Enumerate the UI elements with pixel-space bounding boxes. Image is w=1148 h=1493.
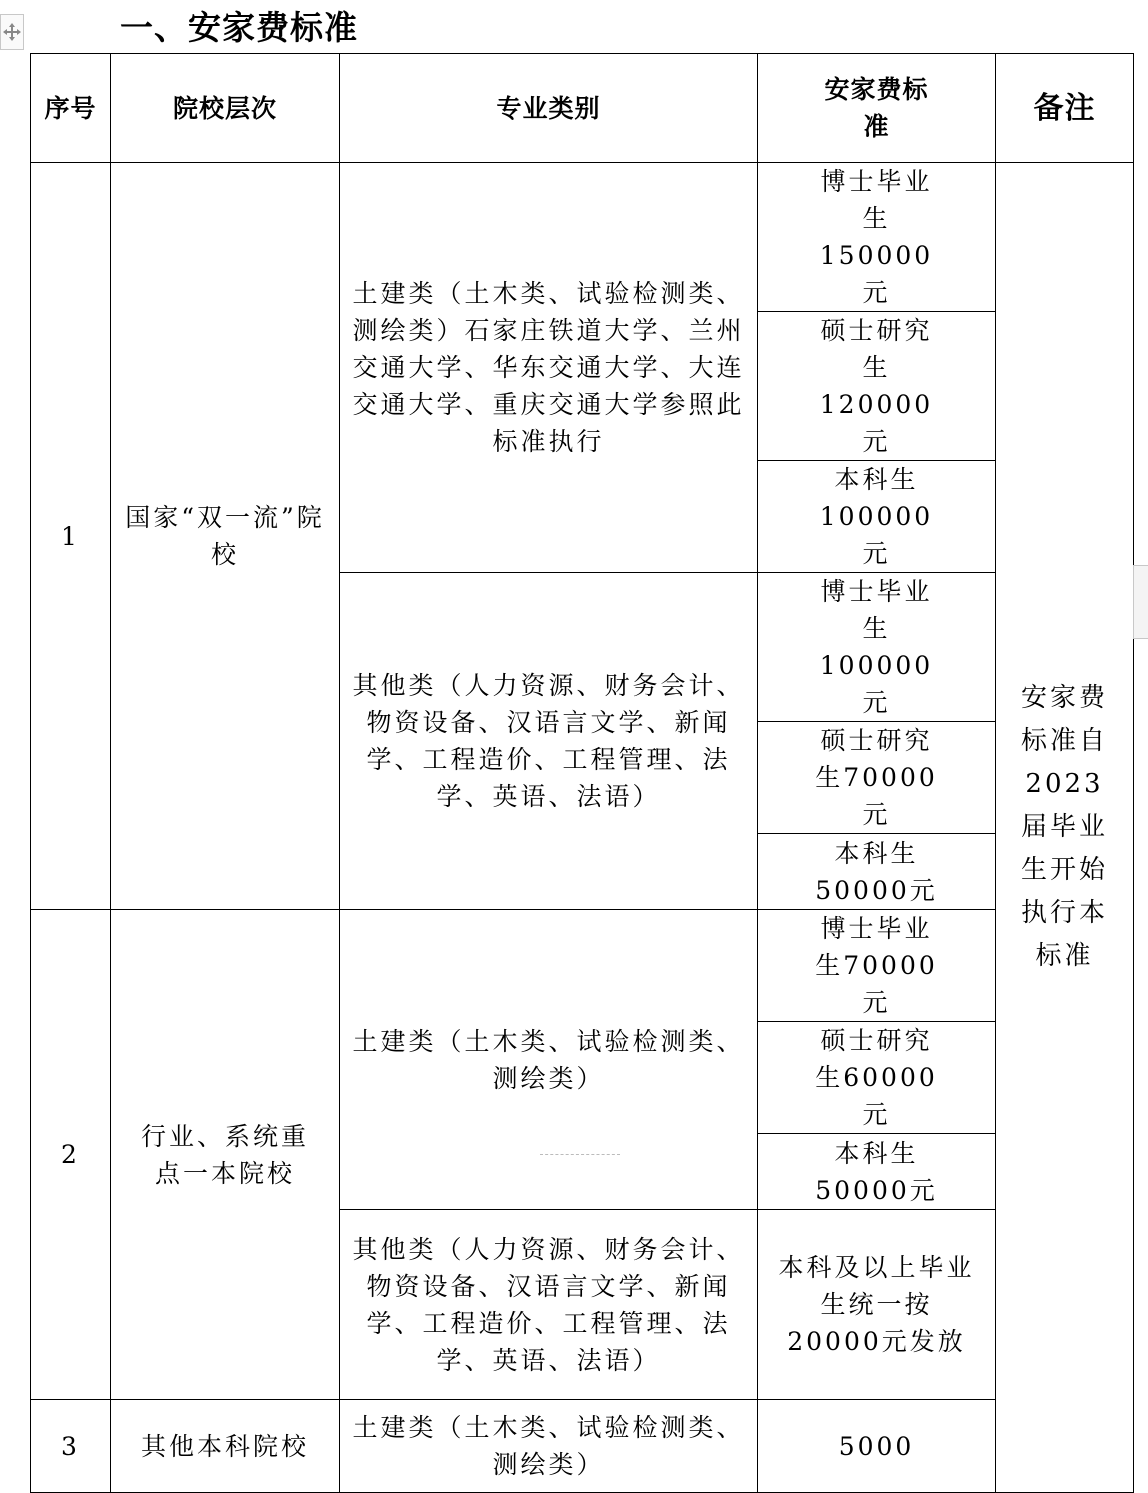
- row1-other-master: 硕士研究生70000元: [758, 722, 996, 834]
- row1-civil-major: 土建类（土木类、试验检测类、测绘类）石家庄铁道大学、兰州交通大学、华东交通大学、大连交通大学、重庆交通大学参照此标准执行: [340, 163, 758, 573]
- row1-other-phd: 博士毕业生100000元: [758, 573, 996, 722]
- header-row: [31, 54, 1134, 163]
- header-seq: 序号: [31, 54, 111, 163]
- row3-civil-major: 土建类（土木类、试验检测类、测绘类）: [340, 1400, 758, 1493]
- row1-other-bachelor: 本科生50000元: [758, 834, 996, 910]
- row2-civil-major: 土建类（土木类、试验检测类、测绘类）: [340, 910, 758, 1210]
- row1-seq: 1: [31, 163, 111, 910]
- row1-level: 国家“双一流”院校: [111, 163, 340, 910]
- row2-seq: 2: [31, 910, 111, 1400]
- row2-civil-master: 硕士研究生60000元: [758, 1022, 996, 1134]
- row3-level: 其他本科院校: [111, 1400, 340, 1493]
- table-row: [31, 910, 1134, 1022]
- row2-other-major: 其他类（人力资源、财务会计、物资设备、汉语言文学、新闻学、工程造价、工程管理、法学、英语、法语）: [340, 1210, 758, 1400]
- row1-other-major: 其他类（人力资源、财务会计、物资设备、汉语言文学、新闻学、工程造价、工程管理、法学、英语、法语）: [340, 573, 758, 910]
- row3-seq: 3: [31, 1400, 111, 1493]
- row3-civil-amount: 5000: [758, 1400, 996, 1493]
- header-school-level: 院校层次: [111, 54, 340, 163]
- row1-civil-phd: 博士毕业生150000元: [758, 163, 996, 312]
- row1-civil-bachelor: 本科生100000元: [758, 461, 996, 573]
- table-row: [31, 163, 1134, 312]
- row2-level: 行业、系统重点一本院校: [111, 910, 340, 1400]
- allowance-table: [30, 53, 1134, 1493]
- table-row: [31, 1400, 1134, 1493]
- section-title: 一、安家费标准: [120, 8, 358, 47]
- side-scroll-tab[interactable]: [1133, 565, 1148, 639]
- row2-civil-bachelor: 本科生50000元: [758, 1134, 996, 1210]
- header-remark: 备注: [996, 54, 1134, 163]
- move-icon: [2, 22, 22, 42]
- header-major: 专业类别: [340, 54, 758, 163]
- table-move-handle[interactable]: [0, 14, 24, 50]
- header-standard: 安家费标准: [758, 54, 996, 163]
- page-divider: [540, 1154, 620, 1158]
- row1-civil-master: 硕士研究生120000元: [758, 312, 996, 461]
- row2-civil-phd: 博士毕业生70000元: [758, 910, 996, 1022]
- remark-cell: 安家费标准自2023届毕业生开始执行本标准: [996, 163, 1134, 1493]
- row2-other-all: 本科及以上毕业生统一按20000元发放: [758, 1210, 996, 1400]
